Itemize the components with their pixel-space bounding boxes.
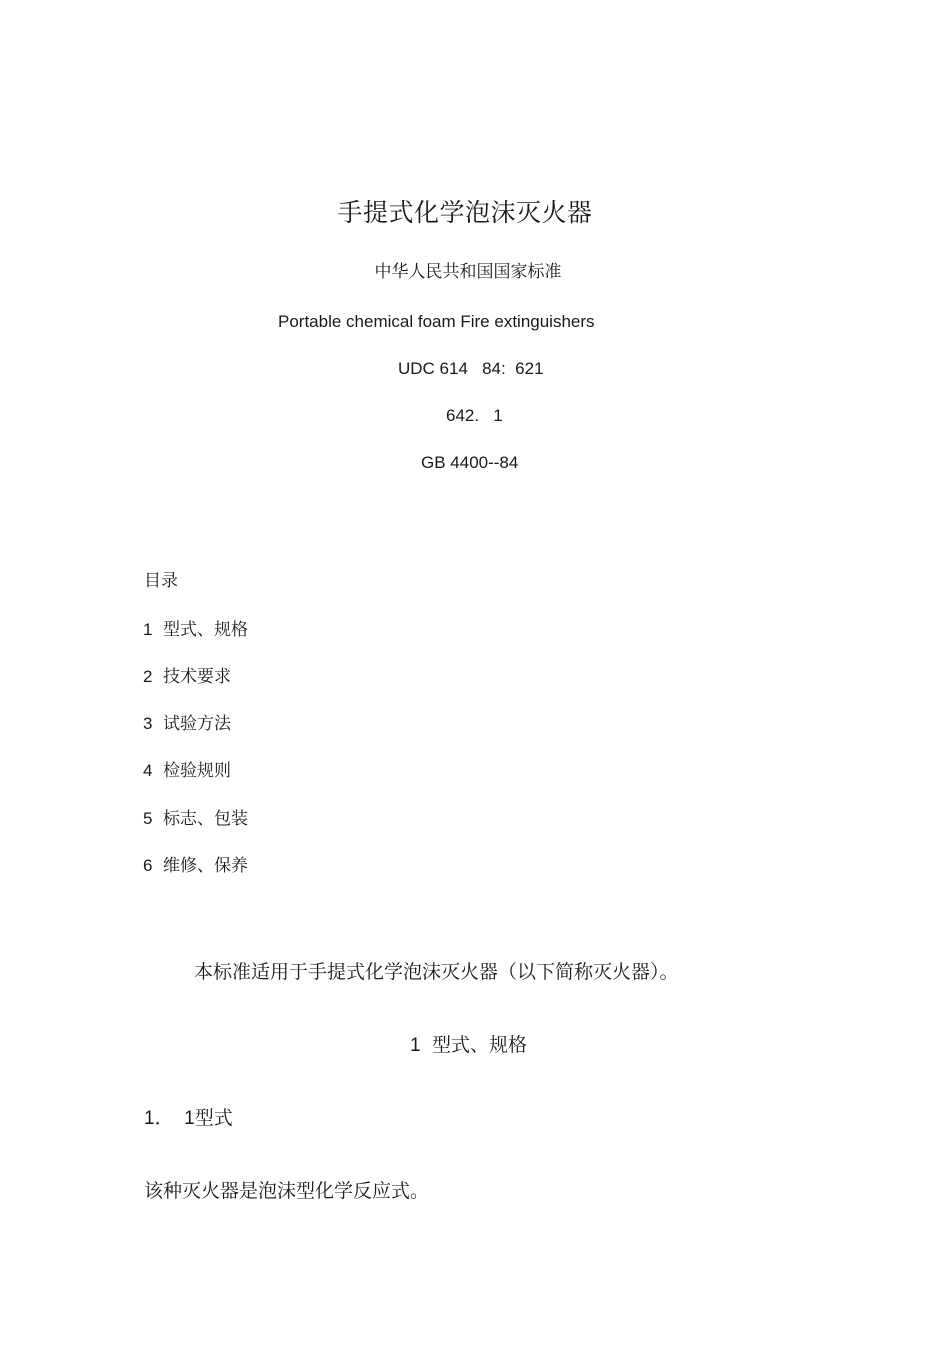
- toc-item-number: 4: [143, 761, 153, 780]
- udc-line-2: 642. 1: [446, 406, 503, 425]
- toc-item: [143, 856, 248, 876]
- toc-item: [143, 809, 248, 829]
- toc-item-number: 5: [143, 809, 153, 828]
- subsection-heading: [144, 1107, 233, 1131]
- toc-item-label: 维修、保养: [163, 856, 248, 876]
- standard-number: GB 4400--84: [421, 453, 519, 472]
- toc-item: [143, 714, 231, 734]
- body-paragraph: 该种灭火器是泡沫型化学反应式。: [144, 1180, 430, 1202]
- subsection-number: 1． 1: [144, 1108, 195, 1129]
- scope-paragraph: 本标准适用于手提式化学泡沫灭火器（以下简称灭火器）。: [194, 961, 679, 983]
- toc-item: [143, 620, 248, 640]
- toc-item-label: 检验规则: [163, 761, 231, 781]
- toc-item: [143, 761, 231, 781]
- toc-item-number: 1: [143, 620, 153, 639]
- toc-item-label: 型式、规格: [163, 620, 248, 640]
- section-heading: [410, 1034, 527, 1058]
- toc-heading: 目录: [144, 571, 178, 591]
- udc-line-1: UDC 614 84: 621: [398, 359, 544, 378]
- toc-item-number: 6: [143, 856, 153, 875]
- document-title: 手提式化学泡沫灭火器: [337, 198, 593, 227]
- section-number: 1: [410, 1035, 421, 1056]
- toc-item-label: 技术要求: [163, 667, 231, 687]
- toc-item-label: 标志、包装: [163, 809, 248, 829]
- document-subtitle: 中华人民共和国国家标准: [374, 262, 562, 282]
- toc-item: [143, 667, 231, 687]
- english-title: Portable chemical foam Fire extinguishers: [278, 312, 595, 331]
- subsection-title: 型式: [194, 1107, 233, 1129]
- toc-item-number: 2: [143, 667, 153, 686]
- section-title: 型式、规格: [432, 1034, 528, 1056]
- toc-item-number: 3: [143, 714, 153, 733]
- toc-item-label: 试验方法: [163, 714, 231, 734]
